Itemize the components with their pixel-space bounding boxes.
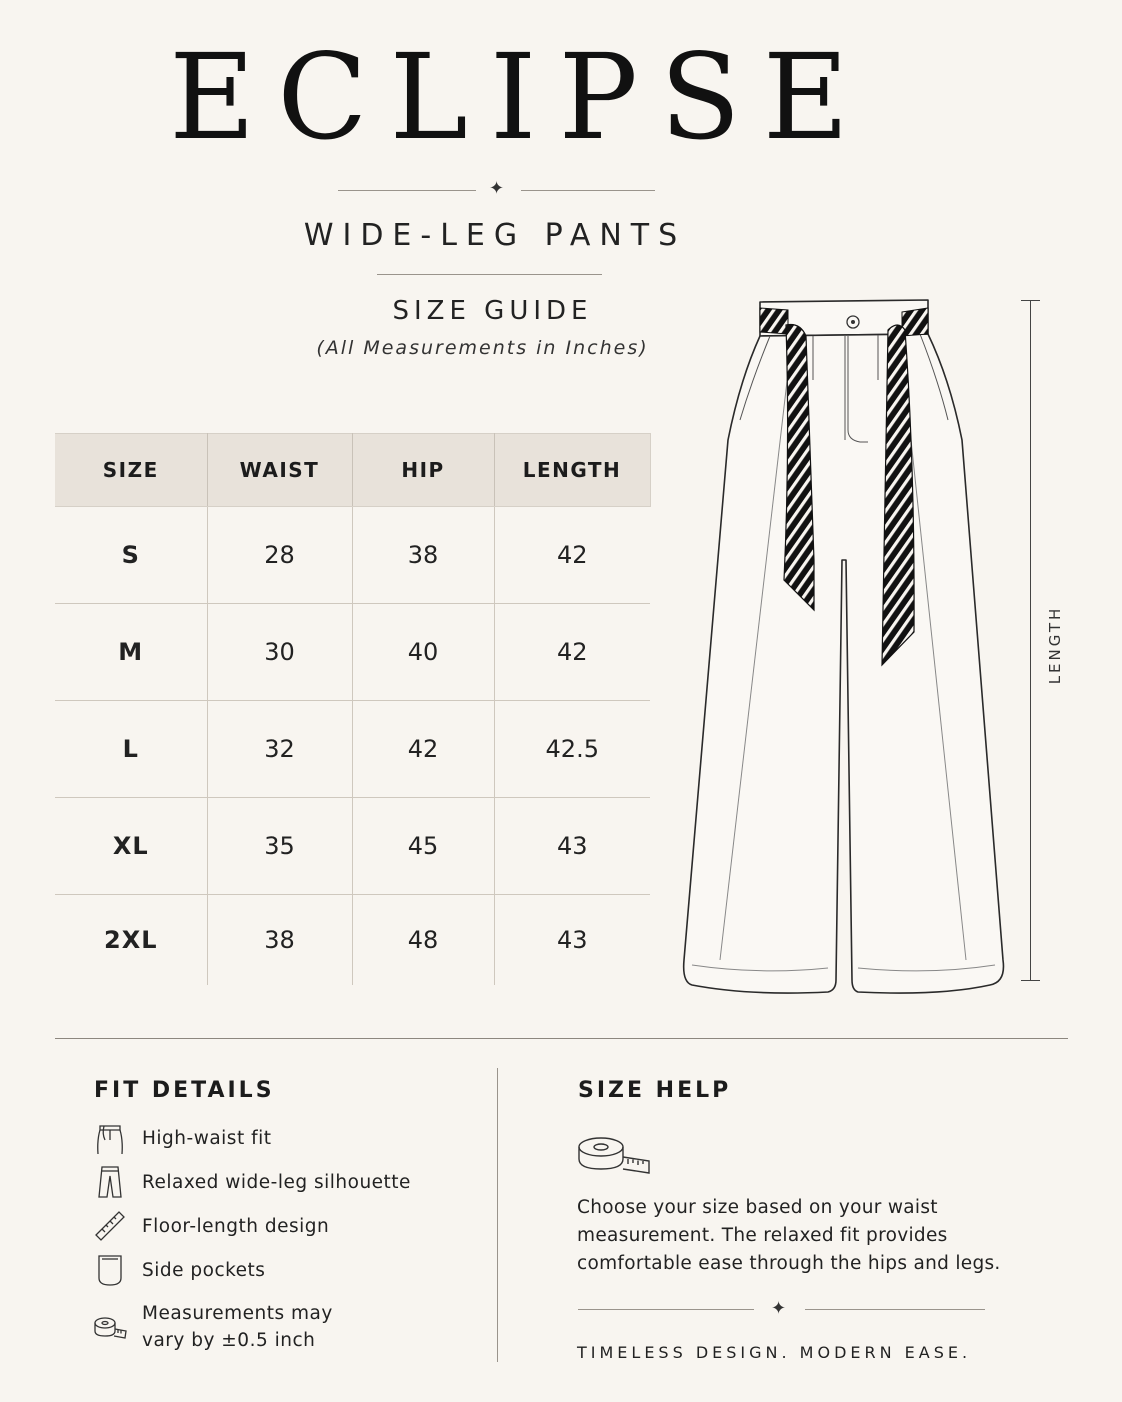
fit-item-text: Floor-length design bbox=[142, 1215, 330, 1237]
waist-cell: 35 bbox=[207, 798, 352, 895]
size-guide-heading: SIZE GUIDE bbox=[392, 296, 593, 326]
fit-details-heading: FIT DETAILS bbox=[94, 1078, 275, 1103]
high-waist-icon bbox=[92, 1120, 128, 1156]
size-cell: L bbox=[55, 701, 207, 798]
size-cell: S bbox=[55, 507, 207, 604]
fit-item-measurement-variance bbox=[92, 1300, 382, 1354]
column-header-waist: WAIST bbox=[207, 434, 352, 507]
hip-cell: 38 bbox=[352, 507, 494, 604]
size-help-text: Choose your size based on your waist measurement. The relaxed fit provides comfortable ease through the hips and legs. bbox=[577, 1197, 1001, 1274]
ornament-rule-left bbox=[578, 1309, 754, 1310]
length-cell: 42.5 bbox=[494, 701, 650, 798]
column-header-size: SIZE bbox=[55, 434, 207, 507]
ornament-rule-right bbox=[805, 1309, 985, 1310]
size-cell: M bbox=[55, 604, 207, 701]
waist-cell: 28 bbox=[207, 507, 352, 604]
length-cell: 43 bbox=[494, 798, 650, 895]
size-cell: 2XL bbox=[55, 895, 207, 986]
tape-measure-icon bbox=[577, 1133, 651, 1177]
waist-cell: 30 bbox=[207, 604, 352, 701]
tape-measure-icon bbox=[92, 1309, 128, 1345]
column-header-length: LENGTH bbox=[494, 434, 650, 507]
hip-cell: 42 bbox=[352, 701, 494, 798]
ornament-rule-right bbox=[521, 190, 655, 191]
fit-item-text: Measurements may vary by ±0.5 inch bbox=[142, 1303, 333, 1351]
column-header-hip: HIP bbox=[352, 434, 494, 507]
measurement-note: (All Measurements in Inches) bbox=[316, 337, 649, 359]
tagline: TIMELESS DESIGN. MODERN EASE. bbox=[577, 1343, 972, 1362]
sparkle-icon: ✦ bbox=[771, 1298, 787, 1319]
size-table bbox=[55, 433, 651, 985]
fit-item-floor-length bbox=[92, 1208, 329, 1244]
brand-logo: ECLIPSE bbox=[169, 28, 871, 166]
length-dimension-label: LENGTH bbox=[1046, 605, 1064, 685]
fit-item-text: High-waist fit bbox=[142, 1127, 272, 1149]
length-dimension-cap-bottom bbox=[1021, 980, 1040, 981]
waist-cell: 38 bbox=[207, 895, 352, 986]
hip-cell: 45 bbox=[352, 798, 494, 895]
table-row bbox=[55, 798, 650, 895]
fit-item-text: Side pockets bbox=[142, 1259, 266, 1281]
size-cell: XL bbox=[55, 798, 207, 895]
fit-item-high-waist bbox=[92, 1120, 271, 1156]
pants-icon bbox=[92, 1164, 128, 1200]
column-divider bbox=[497, 1068, 498, 1362]
length-cell: 43 bbox=[556, 926, 588, 954]
sparkle-icon: ✦ bbox=[489, 178, 505, 199]
waist-cell: 32 bbox=[207, 701, 352, 798]
ruler-icon bbox=[92, 1208, 128, 1244]
hip-cell: 48 bbox=[352, 895, 494, 986]
section-divider bbox=[55, 1038, 1068, 1039]
hip-cell: 40 bbox=[352, 604, 494, 701]
table-row bbox=[55, 895, 650, 986]
fit-item-pockets bbox=[92, 1252, 265, 1288]
fit-item-silhouette bbox=[92, 1164, 411, 1200]
pants-illustration bbox=[675, 290, 1015, 1010]
table-row bbox=[55, 507, 650, 604]
ornament-rule-left bbox=[338, 190, 476, 191]
length-cell: 42 bbox=[494, 507, 650, 604]
length-cell: 42 bbox=[494, 604, 650, 701]
fit-item-text: Relaxed wide-leg silhouette bbox=[142, 1171, 411, 1193]
product-title: WIDE-LEG PANTS bbox=[303, 218, 687, 253]
pocket-icon bbox=[92, 1252, 128, 1288]
table-header-row bbox=[55, 434, 650, 507]
length-dimension-cap-top bbox=[1021, 300, 1040, 301]
table-row bbox=[55, 604, 650, 701]
size-help-heading: SIZE HELP bbox=[578, 1078, 732, 1103]
table-row bbox=[55, 701, 650, 798]
subtitle-rule bbox=[377, 274, 602, 275]
length-dimension-line bbox=[1030, 300, 1031, 980]
